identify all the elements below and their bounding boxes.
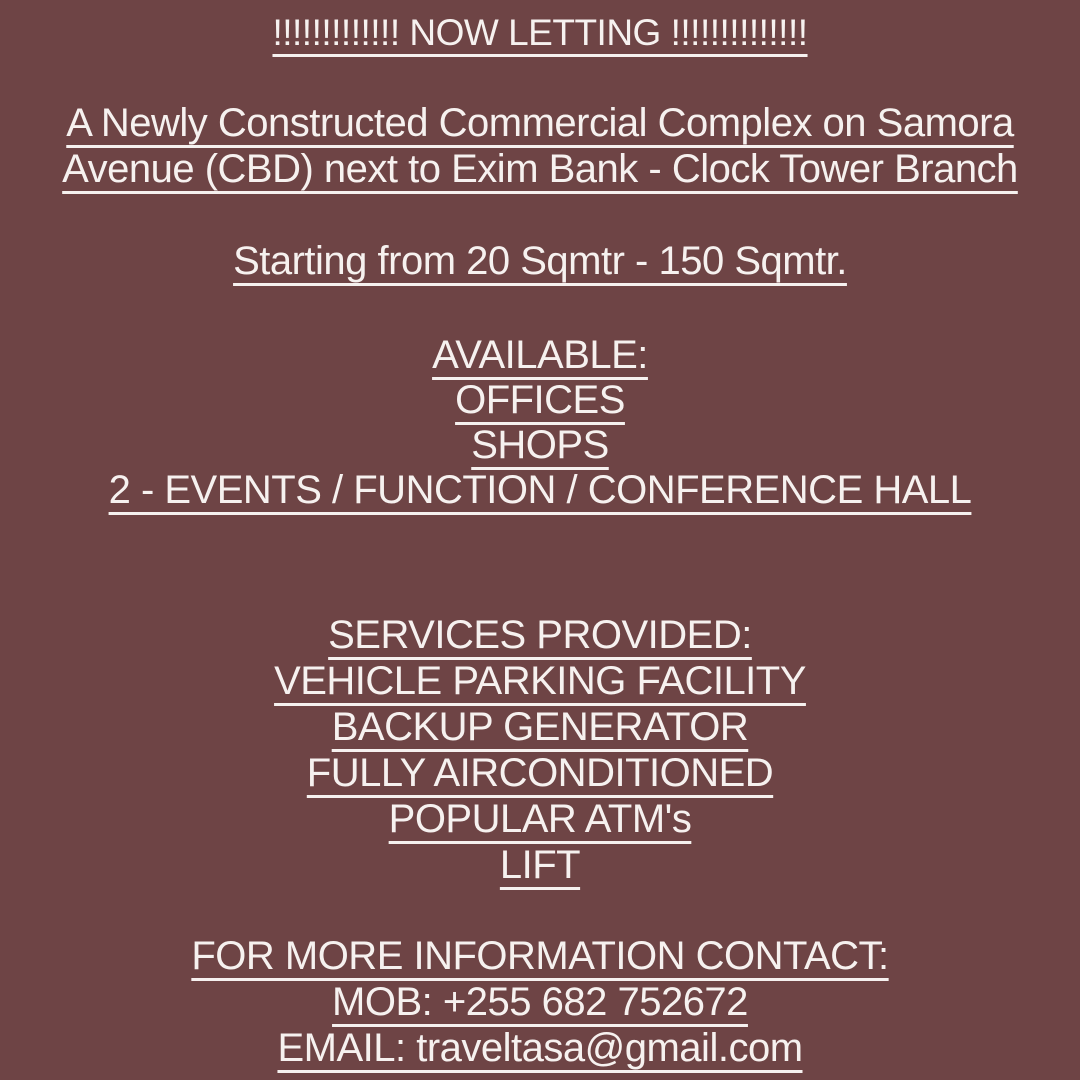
- service-item-atms: POPULAR ATM's: [388, 797, 692, 841]
- contact-heading: FOR MORE INFORMATION CONTACT:: [191, 934, 889, 978]
- service-item-generator: BACKUP GENERATOR: [331, 705, 749, 749]
- available-heading: AVAILABLE:: [432, 333, 648, 377]
- size-range: Starting from 20 Sqmtr - 150 Sqmtr.: [233, 239, 847, 283]
- contact-section: [191, 933, 888, 1071]
- available-item-offices: OFFICES: [455, 378, 625, 422]
- flyer-title: !!!!!!!!!!!!! NOW LETTING !!!!!!!!!!!!!!: [272, 12, 808, 53]
- available-item-shops: SHOPS: [471, 423, 609, 467]
- service-item-lift: LIFT: [499, 843, 581, 887]
- description-line-1: A Newly Constructed Commercial Complex on Samora: [66, 101, 1014, 145]
- flyer-title-line: [272, 10, 807, 56]
- available-item-halls: 2 - EVENTS / FUNCTION / CONFERENCE HALL: [108, 468, 972, 512]
- property-description: [62, 100, 1018, 192]
- service-item-parking: VEHICLE PARKING FACILITY: [274, 659, 806, 703]
- services-heading: SERVICES PROVIDED:: [328, 613, 752, 657]
- available-section: [109, 333, 972, 513]
- contact-email: EMAIL: traveltasa@gmail.com: [277, 1026, 803, 1070]
- service-item-aircon: FULLY AIRCONDITIONED: [306, 751, 774, 795]
- contact-mobile: MOB: +255 682 752672: [332, 980, 748, 1024]
- services-section: [274, 612, 806, 888]
- description-line-2: Avenue (CBD) next to Exim Bank - Clock Tower Branch: [62, 147, 1018, 191]
- size-range-line: [233, 238, 847, 284]
